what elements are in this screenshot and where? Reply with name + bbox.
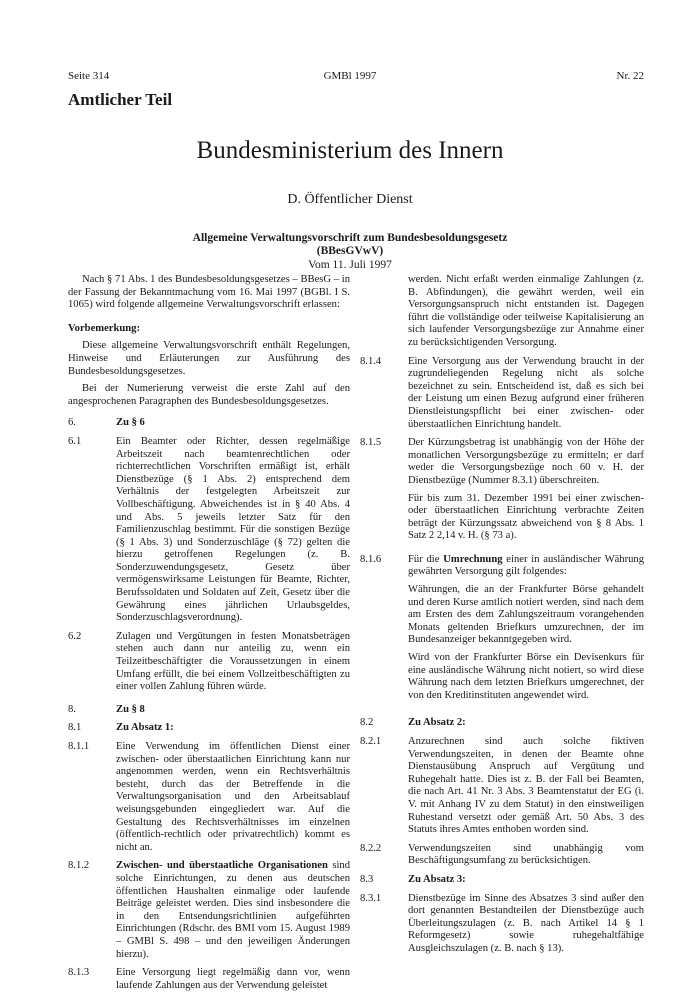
paragraph-text: Eine Verwendung im öffentlichen Dienst einer zwischen- oder überstaatlichen Einrichtung kann nur angenommen werden, wenn ein Rechtsverhältnis besteht, durch das der Betreffende in die Verwaltungsorganisation und den Arbeitsablauf weisungsgebunden eingegliedert war. Auf die Gestaltung des Rechtsverhältnisses im einzelnen (öffentlich-rechtlich oder privatrechtlich) kommt es nicht an. — [116, 741, 350, 853]
vorbemerkung-paragraph: Bei der Numerierung verweist die erste Zahl auf den angesprochenen Paragraphen des Bundesbesoldungsgesetzes. — [68, 383, 350, 407]
paragraph-item — [68, 741, 350, 854]
subsection-title: Zu Absatz 3: — [408, 873, 466, 885]
paragraph-text: Der Kürzungsbetrag ist unabhängig von der Höhe der monatlichen Versorgungsbezüge zu ermitteln; er darf weder die Versorgungsbezüge noch 60 v. H. der Dienstbezüge (Nummer 8.3.1) überschreiten. — [408, 437, 644, 486]
paragraph-text: Zulagen und Vergütungen in festen Monatsbeträgen stehen auch dann nur anteilig zu, wenn ein Teilzeitbeschäftigter die Voraussetzungen in einem Umfang erfüllt, die bei einem Vollzeitbeschäftigten zu einer vollen Zahlung führen würde. — [116, 630, 350, 693]
subsection-heading — [360, 717, 644, 730]
paragraph-number: 6.1 — [68, 435, 82, 447]
subsection-title: Zu Absatz 2: — [408, 717, 466, 729]
regulation-abbreviation: (BBesGVwV) — [316, 245, 384, 257]
section-heading — [68, 704, 350, 717]
paragraph-text-lead: Für die — [408, 553, 444, 565]
subsection-heading — [68, 722, 350, 735]
subsection-number: 8.3 — [360, 873, 374, 885]
paragraph-number: 6.2 — [68, 630, 82, 642]
paragraph-text: Für bis zum 31. Dezember 1991 bei einer zwischen- oder überstaatlichen Einrichtung verbrachte Zeiten beträgt der Kürzungssatz abweichend von § 8 Abs. 1 Satz 2 2,14 v. H. (§ 73 a). — [408, 492, 644, 542]
page-number: Seite 314 — [68, 70, 110, 82]
subsection-number: 8.2 — [360, 717, 374, 729]
intro-paragraph: Nach § 71 Abs. 1 des Bundesbesoldungsgesetzes – BBesG – in der Fassung der Bekanntmachung vom 16. Mai 1997 (BGBl. I S. 1065) wird folgende allgemeine Verwaltungsvorschrift erlassen: — [68, 274, 350, 311]
paragraph-number: 8.2.1 — [360, 736, 382, 747]
paragraph-item — [360, 843, 644, 868]
paragraph-number: 8.1.2 — [68, 860, 90, 872]
paragraph-text-body: sind solche Einrichtungen, zu denen aus deutschen öffentlichen Haushalten einmalige oder laufende Beiträge geleistet werden. Dies sind insbesondere die in den Entsendungsrichtlinien aufgeführten Einrichtungen (Rdschr. des BMI vom 15. August 1989 – GMBl S. 498 – und den jeweiligen Änderungen hierzu). — [116, 860, 350, 960]
paragraph-text: Anzurechnen sind auch solche fiktiven Verwendungszeiten, in denen der Beamte ohne Dienstausübung Anspruch auf Vergütung und Ruhegehalt hatte. Dies ist z. B. der Fall bei Beamten, die nach Art. 41 Nr. 3 Abs. 3 Beamtenstatut der EG (i. V. mit Anhang IV zu dem Statut) in den einstweiligen Ruhestand versetzt oder gemäß Art. 50 Abs. 3 des Statuts ihres Amtes enthoben worden sind. — [408, 736, 644, 836]
emphasis-term: Zwischen- und überstaatliche Organisationen — [116, 860, 328, 872]
section-heading — [68, 417, 350, 430]
journal-name: GMBl 1997 — [323, 70, 377, 82]
right-column — [360, 274, 644, 962]
division-title: D. Öffentlicher Dienst — [287, 192, 413, 207]
paragraph-item — [360, 736, 644, 837]
paragraph-number: 8.1.1 — [68, 741, 90, 752]
paragraph-number: 8.1.5 — [360, 437, 382, 449]
paragraph-item — [360, 554, 644, 708]
paragraph-item — [360, 437, 644, 548]
vorbemerkung-paragraph: Diese allgemeine Verwaltungsvorschrift enthält Regelungen, Hinweise und Erläuterungen zur Ausführung des Bundesbesoldungsgesetzes. — [68, 340, 350, 377]
paragraph-text: Wird von der Frankfurter Börse ein Devisenkurs für eine ausländische Währung nicht notiert, so wird diese Währung nach dem letzten Briefkurs umgerechnet, der von den Kreditinstituten angewendet wird. — [408, 652, 644, 701]
paragraph-number: 8.1.3 — [68, 967, 90, 979]
section-title: Zu § 6 — [116, 417, 145, 429]
paragraph-number: 8.1.4 — [360, 355, 382, 367]
paragraph-item — [68, 436, 350, 625]
paragraph-text: Eine Versorgung aus der Verwendung braucht in der zugrundeliegenden Regelung nicht als solche bezeichnet zu sein. Entscheidend ist, daß es sich bei der Leistung um einen Bezug aufgrund einer früheren Dienstleistungspflicht bei einer zwischen- oder überstaatlichen Einrichtung handelt. — [408, 355, 644, 430]
section-label: Amtlicher Teil — [68, 90, 173, 109]
paragraph-text: Eine Versorgung liegt regelmäßig dann vor, wenn laufende Zahlungen aus der Verwendung geleistet — [116, 967, 350, 991]
paragraph-text: Verwendungszeiten sind unabhängig vom Beschäftigungsumfang zu berücksichtigen. — [408, 842, 644, 867]
left-column — [68, 274, 350, 998]
paragraph-text: werden. Nicht erfaßt werden einmalige Zahlungen (z. B. Abfindungen), die gewährt werden, weil ein Versorgungsanspruch nicht entstanden ist. Dagegen führt die vollständige oder teilweise Kapitalisierung an sich laufender Versorgungsbezüge zur Annahme einer zu berücksichtigenden Versorgung. — [408, 274, 644, 348]
paragraph-continuation — [360, 274, 644, 350]
paragraph-item — [68, 631, 350, 694]
paragraph-item — [68, 967, 350, 992]
subsection-heading — [360, 874, 644, 887]
regulation-date: Vom 11. Juli 1997 — [308, 259, 392, 271]
vorbemerkung-heading: Vorbemerkung: — [68, 322, 140, 334]
paragraph-item — [360, 893, 644, 956]
paragraph-item — [68, 860, 350, 961]
section-title: Zu § 8 — [116, 703, 145, 715]
paragraph-text — [408, 554, 644, 579]
paragraph-number: 8.2.2 — [360, 842, 382, 854]
emphasis-term: Umrechnung — [443, 553, 503, 565]
ministry-title: Bundesministerium des Innern — [196, 137, 504, 164]
paragraph-text: Währungen, die an der Frankfurter Börse gehandelt und deren Kurse amtlich notiert werden, sind nach dem am Ersten des dem Zahlungszeitraum vorangehenden Monats geltenden Briefkurs umzurechnen, der im Bundesanzeiger bekanntgegeben wird. — [408, 584, 644, 646]
subsection-title: Zu Absatz 1: — [116, 722, 174, 734]
paragraph-text — [116, 860, 350, 961]
regulation-header — [0, 232, 700, 272]
subsection-number: 8.1 — [68, 722, 82, 734]
paragraph-number: 8.3.1 — [360, 892, 382, 904]
section-number: 8. — [68, 703, 76, 715]
paragraph-text: Ein Beamter oder Richter, dessen regelmäßige Arbeitszeit nach beamtenrechtlichen oder richterrechtlichen Vorschriften ermäßigt ist, erhält Dienstbezüge (§ 1 Abs. 2) entsprechend dem Verhältnis der festgelegten Arbeitszeit zur Vollbeschäftigung. Abweichendes ist in § 40 Abs. 4 und Abs. 5 jeweils letzter Satz für den Familienzuschlag bestimmt. Für die sonstigen Bezüge (§ 1 Abs. 3) und Sonderzuschläge (§ 72) gelten die hierzu getroffenen Regelungen (z. B. Sonderzuwendungsgesetz, Gesetz über vermögenswirksame Leistungen für Beamte, Richter, Berufssoldaten und Soldaten auf Zeit, Gesetz über die Gewährung eines jährlichen Urlaubsgeldes, Sonderzuschlagsverordnung). — [116, 435, 350, 624]
paragraph-text: Dienstbezüge im Sinne des Absatzes 3 sind außer den dort genannten Bestandteilen der Dienstbezüge auch Überleitungszulagen (z. B. nach Artikel 14 § 1 Reformgesetz) sowie ruhegehaltfähige Ausgleichszulagen (z. B. nach § 13). — [408, 892, 644, 954]
paragraph-number: 8.1.6 — [360, 553, 382, 565]
paragraph-text-body: einer in ausländischer Währung gewährten Versorgung gilt folgendes: — [408, 553, 644, 578]
section-number: 6. — [68, 417, 76, 429]
paragraph-item — [360, 356, 644, 432]
issue-number: Nr. 22 — [616, 70, 644, 82]
regulation-title: Allgemeine Verwaltungsvorschrift zum Bundesbesoldungsgesetz — [192, 232, 508, 244]
